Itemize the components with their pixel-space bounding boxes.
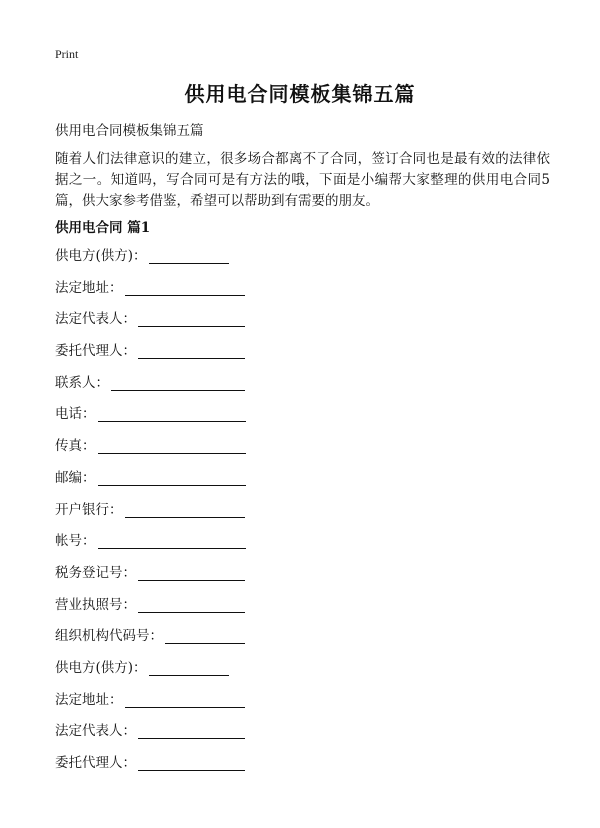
blank-line[interactable]	[165, 626, 245, 644]
form-field-row	[55, 373, 455, 405]
field-label: 联系人：	[55, 374, 109, 391]
blank-line[interactable]	[98, 404, 246, 422]
form-field-row	[55, 753, 455, 785]
form-field-row	[55, 500, 455, 532]
form-field-row	[55, 436, 455, 468]
section-heading: 供用电合同 篇1	[55, 220, 151, 236]
form-field-row	[55, 658, 455, 690]
blank-line[interactable]	[138, 595, 245, 613]
field-label: 邮编：	[55, 469, 96, 486]
print-link[interactable]: Print	[55, 47, 79, 61]
field-label: 供电方(供方)：	[55, 659, 147, 676]
page-title: 供用电合同模板集锦五篇	[184, 82, 416, 106]
field-label: 开户银行：	[55, 501, 123, 518]
field-label: 组织机构代码号：	[55, 628, 163, 645]
form-field-row	[55, 278, 455, 310]
blank-line[interactable]	[98, 468, 246, 486]
form-field-row	[55, 531, 455, 563]
form-field-row	[55, 595, 455, 627]
blank-line[interactable]	[98, 436, 246, 454]
document-subtitle: 供用电合同模板集锦五篇	[55, 123, 204, 139]
form-field-row	[55, 246, 455, 278]
field-label: 税务登记号：	[55, 564, 136, 581]
form-field-row	[55, 341, 455, 373]
form-field-row	[55, 690, 455, 722]
field-label: 传真：	[55, 438, 96, 455]
blank-line[interactable]	[125, 278, 245, 296]
form-field-row	[55, 468, 455, 500]
blank-line[interactable]	[125, 500, 245, 518]
field-label: 营业执照号：	[55, 596, 136, 613]
field-label: 法定地址：	[55, 691, 123, 708]
blank-line[interactable]	[125, 690, 245, 708]
blank-line[interactable]	[149, 658, 229, 676]
form-field-row	[55, 563, 455, 595]
field-label: 委托代理人：	[55, 755, 136, 771]
form-field-row	[55, 404, 455, 436]
field-label: 法定代表人：	[55, 311, 136, 328]
blank-line[interactable]	[138, 309, 245, 327]
blank-line[interactable]	[138, 753, 245, 771]
contract-fields	[55, 246, 455, 785]
blank-line[interactable]	[149, 246, 229, 264]
blank-line[interactable]	[138, 563, 245, 581]
intro-paragraph: 随着人们法律意识的建立，很多场合都离不了合同，签订合同也是最有效的法律依据之一。知道吗，写合同可是有方法的哦，下面是小编帮大家整理的供用电合同5篇，供大家参考借鉴，希望可以帮助到有需要的朋友。	[55, 151, 550, 209]
field-label: 法定地址：	[55, 279, 123, 296]
blank-line[interactable]	[138, 341, 245, 359]
field-label: 法定代表人：	[55, 723, 136, 740]
blank-line[interactable]	[138, 721, 245, 739]
blank-line[interactable]	[98, 531, 246, 549]
field-label: 帐号：	[55, 533, 96, 550]
field-label: 供电方(供方)：	[55, 248, 147, 264]
blank-line[interactable]	[111, 373, 245, 391]
field-label: 委托代理人：	[55, 343, 136, 360]
field-label: 电话：	[55, 406, 96, 423]
form-field-row	[55, 309, 455, 341]
form-field-row	[55, 626, 455, 658]
form-field-row	[55, 721, 455, 753]
